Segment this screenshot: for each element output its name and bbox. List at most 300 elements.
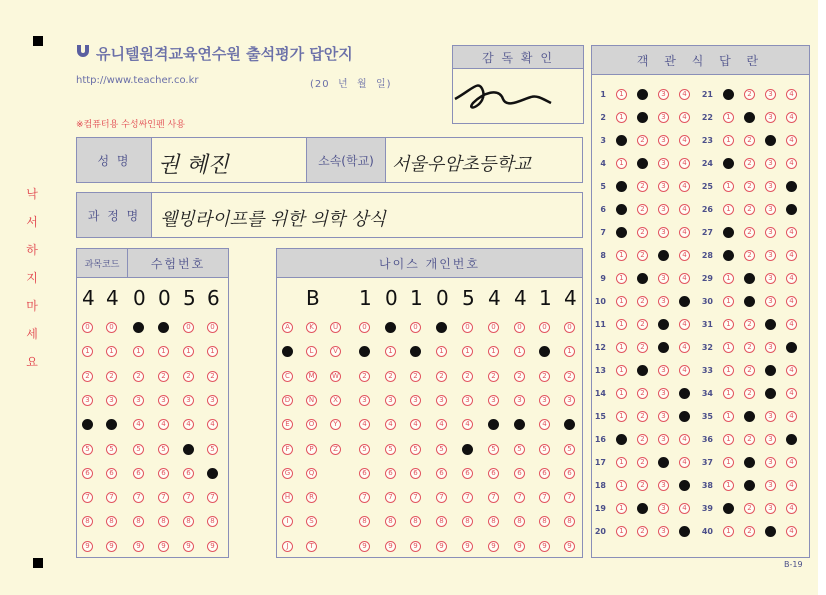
code-bubble[interactable]: 1 [158,346,169,357]
code-bubble[interactable]: 7 [207,492,218,503]
code-bubble[interactable]: 3 [106,395,117,406]
letter-bubble[interactable]: N [306,395,317,406]
neis-bubble[interactable]: 5 [539,444,550,455]
answer-bubble[interactable]: 2 [744,480,755,491]
neis-bubble[interactable]: 7 [359,492,370,503]
answer-bubble[interactable]: 3 [658,319,669,330]
code-bubble[interactable]: 9 [82,541,93,552]
answer-bubble[interactable]: 1 [616,457,627,468]
answer-bubble[interactable]: 3 [658,181,669,192]
letter-bubble[interactable]: T [306,541,317,552]
neis-bubble[interactable]: 9 [462,541,473,552]
code-bubble[interactable]: 6 [133,468,144,479]
answer-bubble[interactable]: 2 [744,526,755,537]
neis-bubble[interactable]: 3 [410,395,421,406]
answer-bubble[interactable]: 3 [658,480,669,491]
code-bubble[interactable]: 6 [158,468,169,479]
answer-bubble[interactable]: 4 [786,526,797,537]
neis-bubble[interactable]: 1 [410,346,421,357]
answer-bubble[interactable]: 4 [679,503,690,514]
letter-bubble[interactable]: R [306,492,317,503]
answer-bubble[interactable]: 4 [679,112,690,123]
neis-bubble[interactable]: 0 [410,322,421,333]
answer-bubble[interactable]: 1 [723,296,734,307]
answer-bubble[interactable]: 2 [637,526,648,537]
neis-bubble[interactable]: 2 [436,371,447,382]
code-bubble[interactable]: 1 [133,346,144,357]
answer-bubble[interactable]: 1 [723,250,734,261]
answer-bubble[interactable]: 3 [765,388,776,399]
code-bubble[interactable]: 5 [82,444,93,455]
neis-bubble[interactable]: 0 [359,322,370,333]
letter-bubble[interactable]: B [282,346,293,357]
answer-bubble[interactable]: 2 [744,112,755,123]
letter-bubble[interactable]: S [306,516,317,527]
code-bubble[interactable]: 3 [207,395,218,406]
answer-bubble[interactable]: 3 [658,365,669,376]
code-bubble[interactable]: 7 [82,492,93,503]
answer-bubble[interactable]: 2 [744,135,755,146]
answer-bubble[interactable]: 1 [723,135,734,146]
neis-bubble[interactable]: 2 [462,371,473,382]
neis-bubble[interactable]: 6 [436,468,447,479]
answer-bubble[interactable]: 3 [765,250,776,261]
neis-bubble[interactable]: 1 [488,346,499,357]
code-bubble[interactable]: 0 [207,322,218,333]
answer-bubble[interactable]: 3 [765,158,776,169]
answer-bubble[interactable]: 4 [679,204,690,215]
letter-bubble[interactable]: U [330,322,341,333]
code-bubble[interactable]: 0 [133,322,144,333]
answer-bubble[interactable]: 3 [658,526,669,537]
answer-bubble[interactable]: 2 [637,112,648,123]
answer-bubble[interactable]: 4 [786,112,797,123]
answer-bubble[interactable]: 4 [786,480,797,491]
answer-bubble[interactable]: 3 [765,135,776,146]
answer-bubble[interactable]: 4 [679,158,690,169]
neis-bubble[interactable]: 7 [514,492,525,503]
answer-bubble[interactable]: 1 [723,434,734,445]
letter-bubble[interactable]: I [282,516,293,527]
answer-bubble[interactable]: 3 [658,135,669,146]
answer-bubble[interactable]: 2 [637,342,648,353]
answer-bubble[interactable]: 2 [744,319,755,330]
neis-bubble[interactable]: 7 [410,492,421,503]
answer-bubble[interactable]: 3 [658,273,669,284]
answer-bubble[interactable]: 1 [723,503,734,514]
code-bubble[interactable]: 3 [183,395,194,406]
answer-bubble[interactable]: 1 [723,457,734,468]
neis-bubble[interactable]: 1 [359,346,370,357]
answer-bubble[interactable]: 1 [616,181,627,192]
neis-bubble[interactable]: 1 [539,346,550,357]
answer-bubble[interactable]: 2 [744,296,755,307]
answer-bubble[interactable]: 2 [637,250,648,261]
code-bubble[interactable]: 3 [158,395,169,406]
code-bubble[interactable]: 5 [183,444,194,455]
answer-bubble[interactable]: 2 [637,457,648,468]
neis-bubble[interactable]: 3 [488,395,499,406]
letter-bubble[interactable]: A [282,322,293,333]
neis-bubble[interactable]: 5 [488,444,499,455]
neis-bubble[interactable]: 5 [410,444,421,455]
code-bubble[interactable]: 5 [106,444,117,455]
answer-bubble[interactable]: 3 [765,434,776,445]
answer-bubble[interactable]: 1 [723,365,734,376]
answer-bubble[interactable]: 1 [616,227,627,238]
answer-bubble[interactable]: 2 [637,296,648,307]
letter-bubble[interactable]: H [282,492,293,503]
answer-bubble[interactable]: 2 [637,480,648,491]
answer-bubble[interactable]: 1 [616,480,627,491]
neis-bubble[interactable]: 5 [359,444,370,455]
neis-bubble[interactable]: 1 [462,346,473,357]
code-bubble[interactable]: 4 [133,419,144,430]
answer-bubble[interactable]: 4 [786,296,797,307]
neis-bubble[interactable]: 9 [564,541,575,552]
code-bubble[interactable]: 4 [106,419,117,430]
code-bubble[interactable]: 2 [183,371,194,382]
answer-bubble[interactable]: 3 [765,273,776,284]
neis-bubble[interactable]: 9 [359,541,370,552]
answer-bubble[interactable]: 1 [723,526,734,537]
answer-bubble[interactable]: 2 [637,135,648,146]
letter-bubble[interactable]: Z [330,444,341,455]
answer-bubble[interactable]: 3 [765,296,776,307]
answer-bubble[interactable]: 4 [679,227,690,238]
answer-bubble[interactable]: 1 [723,181,734,192]
answer-bubble[interactable]: 3 [765,365,776,376]
neis-bubble[interactable]: 0 [462,322,473,333]
answer-bubble[interactable]: 2 [637,388,648,399]
neis-bubble[interactable]: 2 [564,371,575,382]
code-bubble[interactable]: 7 [158,492,169,503]
answer-bubble[interactable]: 2 [637,204,648,215]
neis-bubble[interactable]: 9 [436,541,447,552]
answer-bubble[interactable]: 4 [786,227,797,238]
neis-bubble[interactable]: 9 [410,541,421,552]
answer-bubble[interactable]: 4 [679,296,690,307]
code-bubble[interactable]: 1 [106,346,117,357]
neis-bubble[interactable]: 5 [436,444,447,455]
neis-bubble[interactable]: 3 [539,395,550,406]
answer-bubble[interactable]: 2 [744,158,755,169]
answer-bubble[interactable]: 1 [616,434,627,445]
neis-bubble[interactable]: 0 [385,322,396,333]
answer-bubble[interactable]: 3 [765,526,776,537]
answer-bubble[interactable]: 3 [765,342,776,353]
answer-bubble[interactable]: 3 [658,342,669,353]
answer-bubble[interactable]: 3 [658,227,669,238]
code-bubble[interactable]: 2 [133,371,144,382]
answer-bubble[interactable]: 2 [637,89,648,100]
neis-bubble[interactable]: 7 [488,492,499,503]
answer-bubble[interactable]: 2 [744,89,755,100]
answer-bubble[interactable]: 3 [658,411,669,422]
answer-bubble[interactable]: 1 [616,365,627,376]
neis-bubble[interactable]: 1 [385,346,396,357]
answer-bubble[interactable]: 3 [765,227,776,238]
neis-bubble[interactable]: 8 [385,516,396,527]
answer-bubble[interactable]: 3 [765,89,776,100]
neis-bubble[interactable]: 6 [488,468,499,479]
letter-bubble[interactable]: D [282,395,293,406]
course-field[interactable] [151,192,583,238]
neis-bubble[interactable]: 4 [564,419,575,430]
neis-bubble[interactable]: 8 [462,516,473,527]
answer-bubble[interactable]: 3 [765,411,776,422]
answer-bubble[interactable]: 3 [658,112,669,123]
neis-bubble[interactable]: 1 [514,346,525,357]
answer-bubble[interactable]: 1 [616,89,627,100]
answer-bubble[interactable]: 3 [658,250,669,261]
letter-bubble[interactable]: E [282,419,293,430]
answer-bubble[interactable]: 3 [658,89,669,100]
neis-bubble[interactable]: 4 [539,419,550,430]
letter-bubble[interactable]: Q [306,468,317,479]
answer-bubble[interactable]: 2 [744,388,755,399]
answer-bubble[interactable]: 1 [616,273,627,284]
neis-bubble[interactable]: 9 [539,541,550,552]
code-bubble[interactable]: 7 [133,492,144,503]
answer-bubble[interactable]: 2 [744,457,755,468]
answer-bubble[interactable]: 4 [679,411,690,422]
answer-bubble[interactable]: 1 [616,204,627,215]
answer-bubble[interactable]: 1 [616,411,627,422]
answer-bubble[interactable]: 2 [744,342,755,353]
code-bubble[interactable]: 5 [133,444,144,455]
answer-bubble[interactable]: 1 [723,342,734,353]
answer-bubble[interactable]: 2 [744,411,755,422]
letter-bubble[interactable]: F [282,444,293,455]
answer-bubble[interactable]: 1 [616,250,627,261]
neis-bubble[interactable]: 3 [514,395,525,406]
neis-bubble[interactable]: 8 [488,516,499,527]
answer-bubble[interactable]: 4 [786,135,797,146]
neis-bubble[interactable]: 3 [462,395,473,406]
neis-bubble[interactable]: 0 [436,322,447,333]
answer-bubble[interactable]: 1 [723,112,734,123]
school-field[interactable] [385,137,583,183]
code-bubble[interactable]: 8 [207,516,218,527]
answer-bubble[interactable]: 1 [723,480,734,491]
neis-bubble[interactable]: 9 [385,541,396,552]
answer-bubble[interactable]: 1 [616,503,627,514]
answer-bubble[interactable]: 3 [765,181,776,192]
answer-bubble[interactable]: 4 [679,273,690,284]
answer-bubble[interactable]: 2 [744,365,755,376]
answer-bubble[interactable]: 2 [744,204,755,215]
code-bubble[interactable]: 8 [183,516,194,527]
answer-bubble[interactable]: 3 [658,296,669,307]
answer-bubble[interactable]: 1 [616,135,627,146]
code-bubble[interactable]: 9 [183,541,194,552]
neis-bubble[interactable]: 7 [385,492,396,503]
answer-bubble[interactable]: 1 [616,526,627,537]
code-bubble[interactable]: 4 [158,419,169,430]
neis-bubble[interactable]: 5 [462,444,473,455]
letter-bubble[interactable]: J [282,541,293,552]
code-bubble[interactable]: 6 [106,468,117,479]
code-bubble[interactable]: 5 [158,444,169,455]
answer-bubble[interactable]: 3 [658,503,669,514]
answer-bubble[interactable]: 2 [744,181,755,192]
code-bubble[interactable]: 3 [82,395,93,406]
answer-bubble[interactable]: 1 [723,204,734,215]
neis-bubble[interactable]: 0 [488,322,499,333]
neis-bubble[interactable]: 5 [385,444,396,455]
code-bubble[interactable]: 7 [106,492,117,503]
neis-bubble[interactable]: 5 [564,444,575,455]
answer-bubble[interactable]: 1 [723,227,734,238]
answer-bubble[interactable]: 3 [658,388,669,399]
answer-bubble[interactable]: 3 [658,158,669,169]
letter-bubble[interactable]: V [330,346,341,357]
answer-bubble[interactable]: 1 [616,158,627,169]
answer-bubble[interactable]: 4 [786,204,797,215]
answer-bubble[interactable]: 1 [616,388,627,399]
neis-bubble[interactable]: 2 [410,371,421,382]
answer-bubble[interactable]: 4 [786,250,797,261]
answer-bubble[interactable]: 4 [679,250,690,261]
neis-bubble[interactable]: 6 [359,468,370,479]
letter-bubble[interactable]: X [330,395,341,406]
letter-bubble[interactable]: O [306,419,317,430]
neis-bubble[interactable]: 7 [436,492,447,503]
neis-bubble[interactable]: 0 [539,322,550,333]
code-bubble[interactable]: 9 [207,541,218,552]
neis-bubble[interactable]: 8 [359,516,370,527]
answer-bubble[interactable]: 4 [679,365,690,376]
letter-bubble[interactable]: G [282,468,293,479]
code-bubble[interactable]: 8 [133,516,144,527]
answer-bubble[interactable]: 3 [765,480,776,491]
neis-bubble[interactable]: 8 [436,516,447,527]
code-bubble[interactable]: 0 [183,322,194,333]
answer-bubble[interactable]: 1 [723,319,734,330]
neis-bubble[interactable]: 3 [359,395,370,406]
neis-bubble[interactable]: 5 [514,444,525,455]
neis-bubble[interactable]: 4 [488,419,499,430]
neis-bubble[interactable]: 6 [410,468,421,479]
code-bubble[interactable]: 6 [183,468,194,479]
answer-bubble[interactable]: 2 [637,503,648,514]
code-bubble[interactable]: 4 [183,419,194,430]
answer-bubble[interactable]: 4 [786,158,797,169]
answer-bubble[interactable]: 4 [679,181,690,192]
code-bubble[interactable]: 0 [82,322,93,333]
code-bubble[interactable]: 2 [158,371,169,382]
answer-bubble[interactable]: 1 [616,296,627,307]
answer-bubble[interactable]: 4 [679,480,690,491]
code-bubble[interactable]: 3 [133,395,144,406]
answer-bubble[interactable]: 4 [786,365,797,376]
answer-bubble[interactable]: 2 [744,250,755,261]
letter-bubble[interactable]: W [330,371,341,382]
answer-bubble[interactable]: 1 [616,342,627,353]
neis-bubble[interactable]: 1 [564,346,575,357]
answer-bubble[interactable]: 2 [637,181,648,192]
neis-bubble[interactable]: 6 [539,468,550,479]
answer-bubble[interactable]: 4 [786,181,797,192]
answer-bubble[interactable]: 4 [786,388,797,399]
answer-bubble[interactable]: 4 [679,342,690,353]
neis-bubble[interactable]: 4 [359,419,370,430]
answer-bubble[interactable]: 4 [786,89,797,100]
code-bubble[interactable]: 8 [82,516,93,527]
answer-bubble[interactable]: 4 [679,319,690,330]
neis-bubble[interactable]: 9 [488,541,499,552]
answer-bubble[interactable]: 1 [616,319,627,330]
neis-bubble[interactable]: 3 [564,395,575,406]
answer-bubble[interactable]: 4 [679,388,690,399]
answer-bubble[interactable]: 2 [637,365,648,376]
answer-bubble[interactable]: 3 [765,457,776,468]
answer-bubble[interactable]: 2 [744,503,755,514]
answer-bubble[interactable]: 3 [765,112,776,123]
answer-bubble[interactable]: 1 [616,112,627,123]
neis-bubble[interactable]: 8 [410,516,421,527]
answer-bubble[interactable]: 4 [786,342,797,353]
neis-bubble[interactable]: 4 [514,419,525,430]
neis-bubble[interactable]: 7 [462,492,473,503]
answer-bubble[interactable]: 4 [679,434,690,445]
answer-bubble[interactable]: 2 [744,434,755,445]
answer-bubble[interactable]: 2 [637,227,648,238]
code-bubble[interactable]: 9 [158,541,169,552]
answer-bubble[interactable]: 1 [723,273,734,284]
neis-bubble[interactable]: 4 [410,419,421,430]
neis-bubble[interactable]: 3 [436,395,447,406]
neis-bubble[interactable]: 4 [436,419,447,430]
code-bubble[interactable]: 4 [82,419,93,430]
code-bubble[interactable]: 5 [207,444,218,455]
answer-bubble[interactable]: 2 [637,273,648,284]
neis-bubble[interactable]: 6 [385,468,396,479]
answer-bubble[interactable]: 2 [744,273,755,284]
code-bubble[interactable]: 0 [106,322,117,333]
neis-bubble[interactable]: 7 [564,492,575,503]
answer-bubble[interactable]: 2 [637,411,648,422]
code-bubble[interactable]: 2 [82,371,93,382]
neis-bubble[interactable]: 3 [385,395,396,406]
neis-bubble[interactable]: 7 [539,492,550,503]
code-bubble[interactable]: 1 [82,346,93,357]
answer-bubble[interactable]: 4 [679,135,690,146]
letter-bubble[interactable]: Y [330,419,341,430]
code-bubble[interactable]: 2 [106,371,117,382]
neis-bubble[interactable]: 0 [564,322,575,333]
neis-bubble[interactable]: 6 [514,468,525,479]
name-field[interactable] [151,137,307,183]
code-bubble[interactable]: 2 [207,371,218,382]
code-bubble[interactable]: 6 [207,468,218,479]
neis-bubble[interactable]: 6 [462,468,473,479]
answer-bubble[interactable]: 4 [786,434,797,445]
neis-bubble[interactable]: 2 [359,371,370,382]
code-bubble[interactable]: 1 [207,346,218,357]
answer-bubble[interactable]: 1 [723,388,734,399]
code-bubble[interactable]: 0 [158,322,169,333]
neis-bubble[interactable]: 2 [539,371,550,382]
letter-bubble[interactable]: C [282,371,293,382]
answer-bubble[interactable]: 4 [786,503,797,514]
code-bubble[interactable]: 8 [158,516,169,527]
neis-bubble[interactable]: 2 [488,371,499,382]
answer-bubble[interactable]: 1 [723,158,734,169]
answer-bubble[interactable]: 3 [765,319,776,330]
code-bubble[interactable]: 9 [106,541,117,552]
